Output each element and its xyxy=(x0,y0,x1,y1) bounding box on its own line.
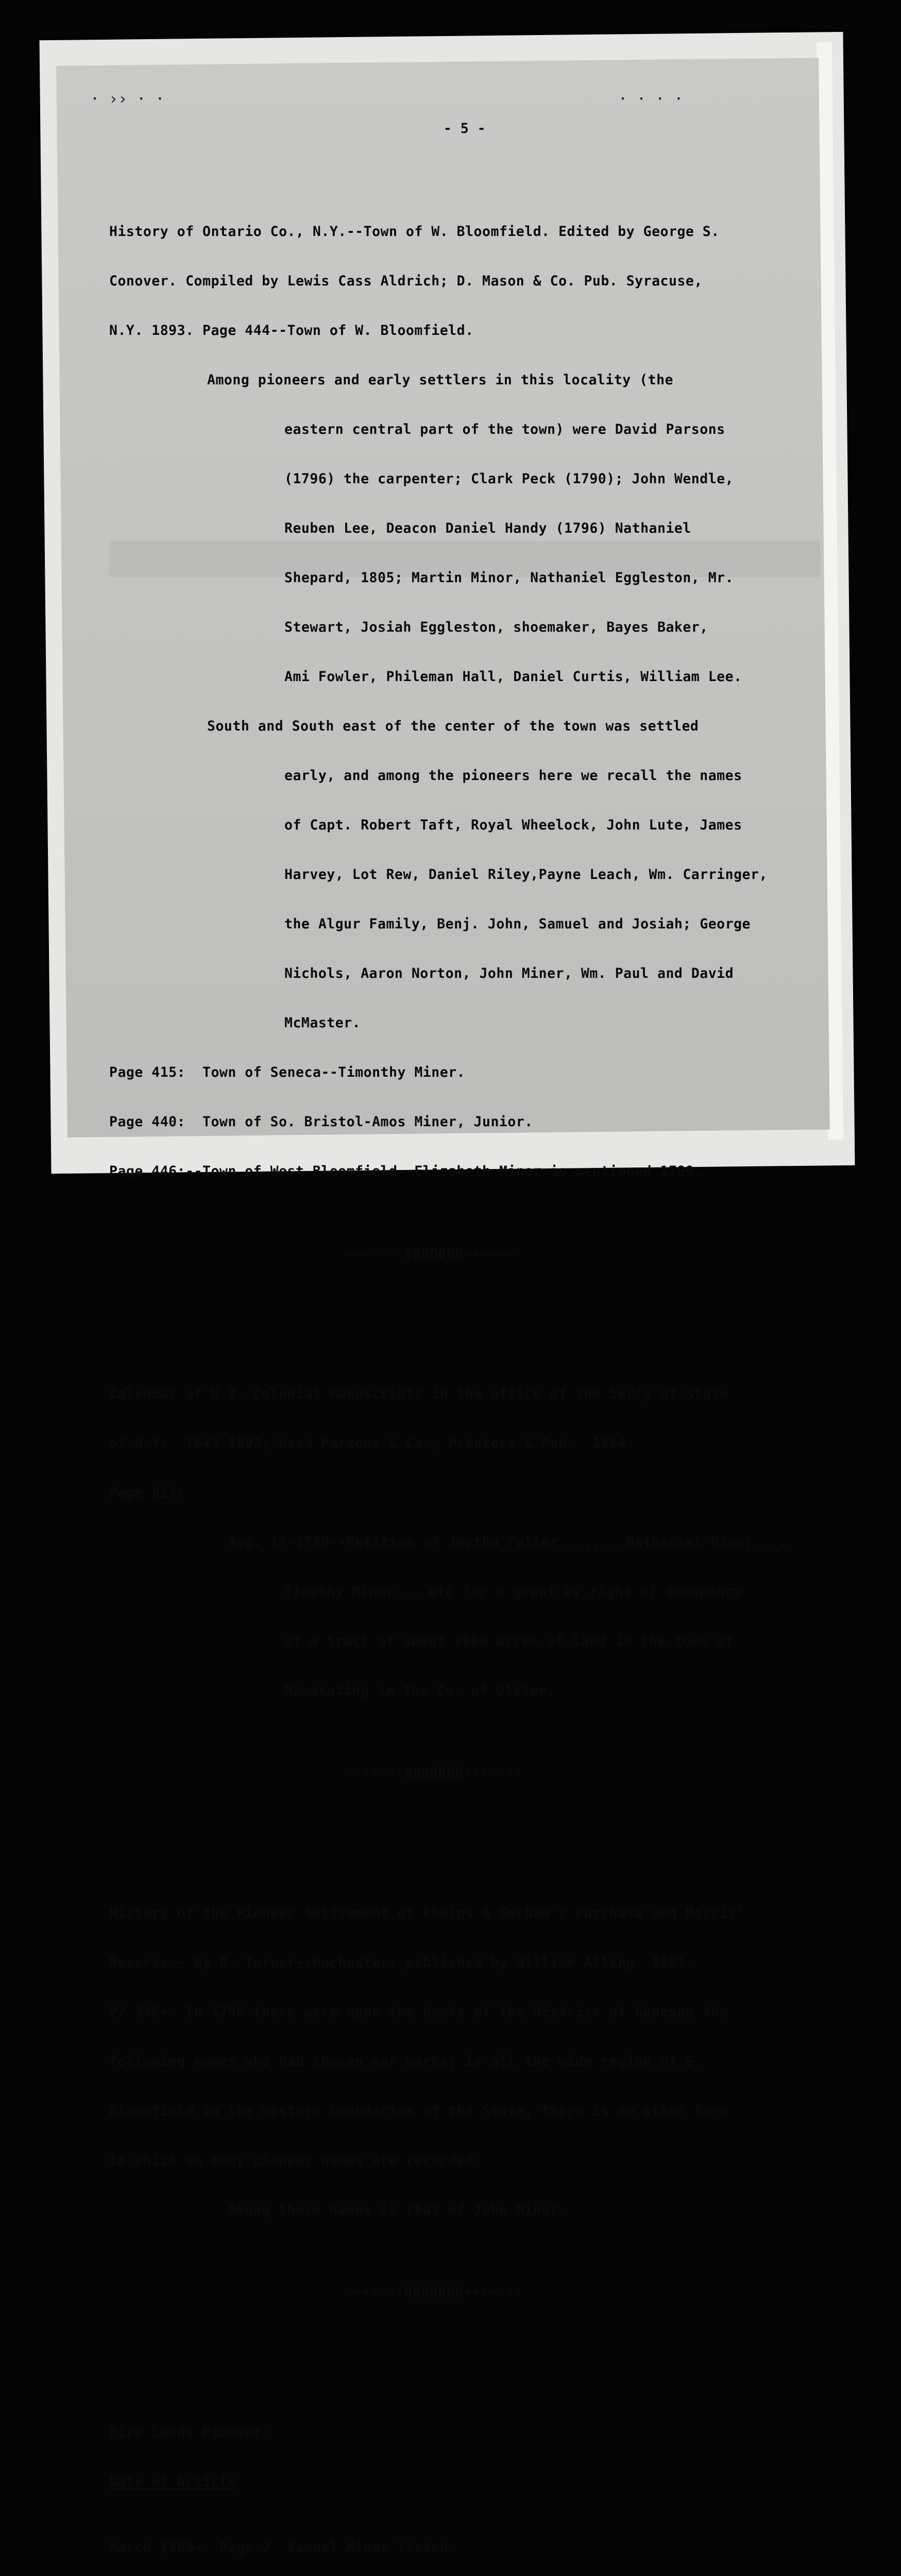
section-separator: -------0000000------- xyxy=(345,1246,523,1262)
text-line: Nichols, Aaron Norton, John Miner, Wm. Paul and David xyxy=(284,965,734,981)
text-line: Ami Fowler, Phileman Hall, Daniel Curtis, William Lee. xyxy=(284,669,742,685)
source-line: Reserve-- By O. Turner--Rochester; published by William Alling 1851. xyxy=(109,1955,694,1971)
source-line: of N.Y. 1643-1803; Weed Parsons & Co., Printers & Pub. 1864: xyxy=(109,1435,635,1451)
text-line: following names who had chosen ear marks; in all the wide region of E. xyxy=(109,2054,703,2070)
source-line: Conover. Compiled by Lewis Cass Aldrich; D. Mason & Co. Pub. Syracuse, xyxy=(109,273,703,289)
text-line: Shepard, 1805; Martin Minor, Nathaniel Eggleston, Mr. xyxy=(284,570,734,586)
text-line: in which so many pioneer names are recorded. xyxy=(109,2153,482,2168)
document-body xyxy=(109,88,820,2576)
source-line: N.Y. 1893. Page 444--Town of W. Bloomfield. xyxy=(109,323,474,338)
text-line: Harvey, Lot Rew, Daniel Riley,Payne Leach, Wm. Carringer, xyxy=(284,867,768,883)
text-line: (1796) the carpenter; Clark Peck (1790); John Wendle, xyxy=(284,471,734,487)
text-line: Among pioneers and early settlers in this locality (the xyxy=(207,372,674,388)
text-line: Aug. 17-1790--Petition of Jeptha Fuller........Nathaniel Minor..... xyxy=(228,1534,796,1550)
text-line: the Algur Family, Benj. John, Samuel and Josiah; George xyxy=(284,916,751,932)
text-line: South and South east of the center of the town was settled xyxy=(207,718,699,734)
text-line: Bloomfield to the western boundaries of the State, there is no other form xyxy=(109,2103,728,2119)
section-fire-lands xyxy=(109,2392,820,2576)
text-line: Stewart, Josiah Eggleston, shoemaker, Bayes Baker, xyxy=(284,619,708,635)
text-line: eastern central part of the town) were David Parsons xyxy=(284,421,725,437)
text-line: P/ 346-- In 1796 there were upon the books of the District of Geneseo the xyxy=(109,2004,728,2020)
section-ontario-history xyxy=(109,191,820,1213)
section-colonial-manuscripts xyxy=(109,1353,820,1732)
column-heading: Date of Article xyxy=(109,2474,236,2490)
text-line: Reuben Lee, Deacon Daniel Handy (1796) Nathaniel xyxy=(284,520,691,536)
reference-line: Page 446:--Town of West Bloomfield--Elizabeth Miner is mentioned 1799. xyxy=(109,1163,703,1179)
reference-line: Page 440: Town of So. Bristol-Amos Miner, Junior. xyxy=(109,1114,533,1130)
text-line: of a tract of about 7000 acres of land in the town of xyxy=(284,1633,734,1649)
text-line: McMaster. xyxy=(284,1015,361,1031)
margin-mark: · ›› · · xyxy=(90,90,165,108)
section-separator: -------0000000------- xyxy=(345,1765,523,1781)
text-line: of Capt. Robert Taft, Royal Wheelock, John Lute, James xyxy=(284,817,742,833)
source-line: Page 827: xyxy=(109,1485,186,1501)
page-number: - 5 - xyxy=(443,121,486,137)
margin-mark: · · · · xyxy=(618,90,684,108)
entry-date: March 1860-- xyxy=(109,2540,219,2556)
text-line: Timothy Minor... etc for a grant by right of occupancy xyxy=(284,1584,742,1600)
section-separator: -------0000000------- xyxy=(345,2284,523,2300)
margin-label: South xyxy=(207,718,250,734)
text-line: early, and among the pioneers here we recall the names xyxy=(284,768,742,784)
reference-line: Page 415: Town of Seneca--Timonthy Miner. xyxy=(109,1064,466,1080)
text-line: Mamakating in the Co. of Ulster. xyxy=(284,1683,556,1699)
section-pioneer-settlement xyxy=(109,1872,820,2251)
text-line: Among these names is that of John Minor. xyxy=(228,2202,567,2218)
margin-label: Among xyxy=(207,372,250,388)
source-line: History of Ontario Co., N.Y.--Town of W. Bloomfield. Edited by George S. xyxy=(109,224,720,240)
section-title: Fire Lands Pioneer: xyxy=(109,2425,270,2441)
source-line: Calendar of N.Y. Colonial Manuscripts in the office of the Sec'y of State xyxy=(109,1386,728,1402)
entry-line: March 1860-- Page 2 Samuel Minor listed. xyxy=(109,2540,457,2556)
source-line: History of the Pioneer Settlement of Phelps & Gorham's Purchase and Morris' xyxy=(109,1905,745,1921)
